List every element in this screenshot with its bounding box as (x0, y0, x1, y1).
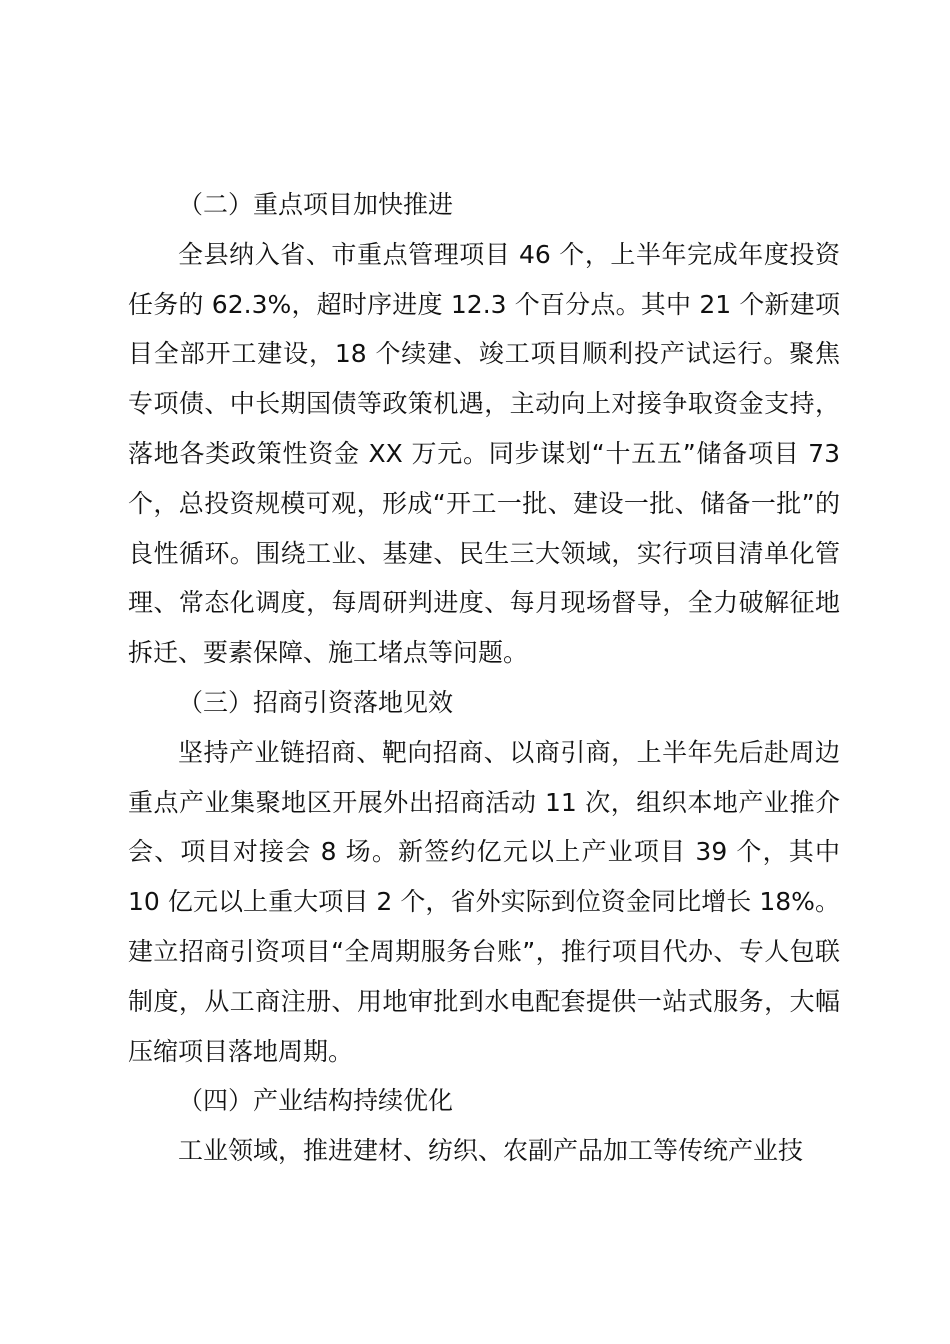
section-paragraph-4: 工业领域，推进建材、纺织、农副产品加工等传统产业技 (178, 1136, 804, 1166)
section-paragraph-3: 坚持产业链招商、靶向招商、以商引商，上半年先后赴周边重点产业集聚地区开展外出招商活动 11 次，组织本地产业推介会、项目对接会 8 场。新签约亿元以上产业项目 39 个，其中 10 亿元以上重大项目 2 个，省外实际到位资金同比增长 18%。建立招商引资项目“全周期服务台账”，推行项目代办、专人包联制度，从工商注册、用地审批到水电配套提供一站式服务，大幅压缩项目落地周期。 (128, 737, 840, 1066)
section-heading-2: （二）重点项目加快推进 (178, 190, 454, 219)
section-heading-4: （四）产业结构持续优化 (178, 1086, 454, 1116)
section-heading-3: （三）招商引资落地见效 (178, 687, 454, 717)
section-paragraph-2: 全县纳入省、市重点管理项目 46 个，上半年完成年度投资任务的 62.3%，超时序进度 12.3 个百分点。其中 21 个新建项目全部开工建设，18 个续建、竣工项目顺利投产试运行。聚焦专项债、中长期国债等政策机遇，主动向上对接争取资金支持，落地各类政策性资金 XX 万元。同步谋划“十五五”储备项目 73 个，总投资规模可观，形成“开工一批、建设一批、储备一批”的良性循环。围绕工业、基建、民生三大领域，实行项目清单化管理、常态化调度，每周研判进度、每月现场督导，全力破解征地拆迁、要素保障、施工堵点等问题。 (128, 239, 840, 668)
document-body (128, 180, 840, 1176)
